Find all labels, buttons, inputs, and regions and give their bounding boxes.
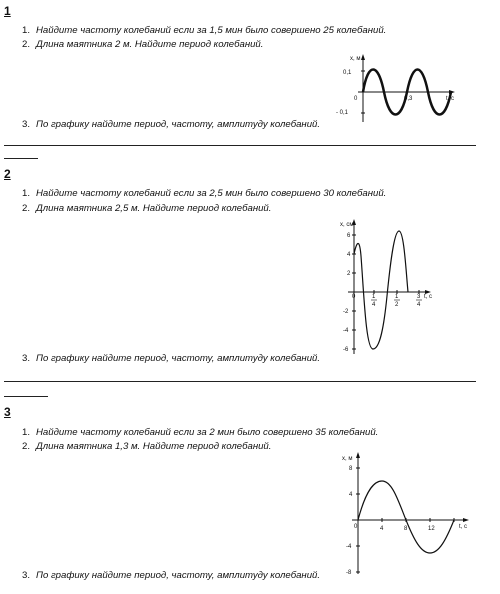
question-number: 1. — [22, 25, 31, 36]
y-tick-label: 8 — [349, 466, 353, 472]
y-tick-label: -6 — [343, 347, 349, 353]
question-text: Длина маятника 2 м. Найдите период колебаний. — [36, 39, 264, 50]
question-number: 2. — [22, 203, 31, 214]
x-tick-label: 12 — [428, 526, 435, 532]
x-axis-label: t, c — [446, 96, 455, 102]
question-1 — [22, 427, 378, 438]
question-number: 2. — [22, 39, 31, 50]
x-axis-label: t, c — [459, 524, 468, 530]
question-2 — [22, 441, 271, 452]
question-text: По графику найдите период, частоту, амплитуду колебаний. — [36, 570, 321, 581]
x-tick-numerator: 1 — [372, 294, 376, 300]
question-3 — [22, 353, 320, 364]
question-1 — [22, 188, 386, 199]
y-tick-label: 6 — [347, 233, 351, 239]
y-tick-label: -2 — [343, 309, 349, 315]
variant-number: 2 — [4, 167, 11, 181]
x-tick-denominator: 4 — [417, 302, 421, 308]
question-1 — [22, 25, 386, 36]
y-tick-label: 0 — [354, 524, 358, 530]
question-text: Длина маятника 1,3 м. Найдите период колебаний. — [36, 441, 272, 452]
y-tick-label: 0 — [352, 294, 356, 300]
variant-number: 3 — [4, 405, 11, 419]
x-tick-label: 4 — [380, 526, 384, 532]
short-divider — [4, 396, 48, 397]
origin-label: 0 — [354, 96, 358, 102]
question-text: Найдите частоту колебаний если за 2 мин было совершено 35 колебаний. — [36, 427, 379, 438]
y-tick-label: 4 — [349, 492, 353, 498]
x-tick-denominator: 4 — [372, 302, 376, 308]
question-3 — [22, 119, 320, 130]
variant-number: 1 — [4, 4, 11, 18]
question-number: 1. — [22, 188, 31, 199]
question-number: 1. — [22, 427, 31, 438]
y-tick-label: 2 — [347, 271, 351, 277]
y-tick-label: 4 — [347, 252, 351, 258]
short-divider — [4, 158, 38, 159]
question-text: Найдите частоту колебаний если за 2,5 мин было совершено 30 колебаний. — [36, 188, 387, 199]
x-tick-label: 0,3 — [404, 96, 413, 102]
question-text: Найдите частоту колебаний если за 1,5 мин было совершено 25 колебаний. — [36, 25, 387, 36]
graph-variant-1 — [330, 52, 470, 124]
section-divider — [4, 145, 476, 146]
question-number: 2. — [22, 441, 31, 452]
x-tick-numerator: 1 — [395, 294, 399, 300]
x-tick-denominator: 2 — [395, 302, 399, 308]
graph-variant-3 — [336, 450, 476, 576]
question-text: По графику найдите период, частоту, амплитуду колебаний. — [36, 353, 321, 364]
question-2 — [22, 39, 263, 50]
question-number: 3. — [22, 119, 31, 130]
y-axis-label: x, м — [342, 456, 353, 462]
y-axis-label: x, м — [350, 56, 361, 62]
question-3 — [22, 570, 320, 581]
question-text: По графику найдите период, частоту, амплитуду колебаний. — [36, 119, 321, 130]
question-text: Длина маятника 2,5 м. Найдите период колебаний. — [36, 203, 272, 214]
x-tick-label: 8 — [404, 526, 408, 532]
y-axis-label: x, см — [340, 222, 354, 228]
x-tick-numerator: 3 — [417, 294, 421, 300]
y-tick-label: -8 — [346, 570, 352, 576]
question-2 — [22, 203, 271, 214]
x-axis-label: t, c — [424, 294, 433, 300]
y-tick-label: -4 — [343, 328, 349, 334]
section-divider — [4, 381, 476, 382]
y-tick-label: -4 — [346, 544, 352, 550]
y-tick-negative: - 0,1 — [336, 110, 349, 116]
y-tick-positive: 0,1 — [343, 70, 352, 76]
question-number: 3. — [22, 570, 31, 581]
question-number: 3. — [22, 353, 31, 364]
graph-variant-2 — [336, 216, 448, 356]
